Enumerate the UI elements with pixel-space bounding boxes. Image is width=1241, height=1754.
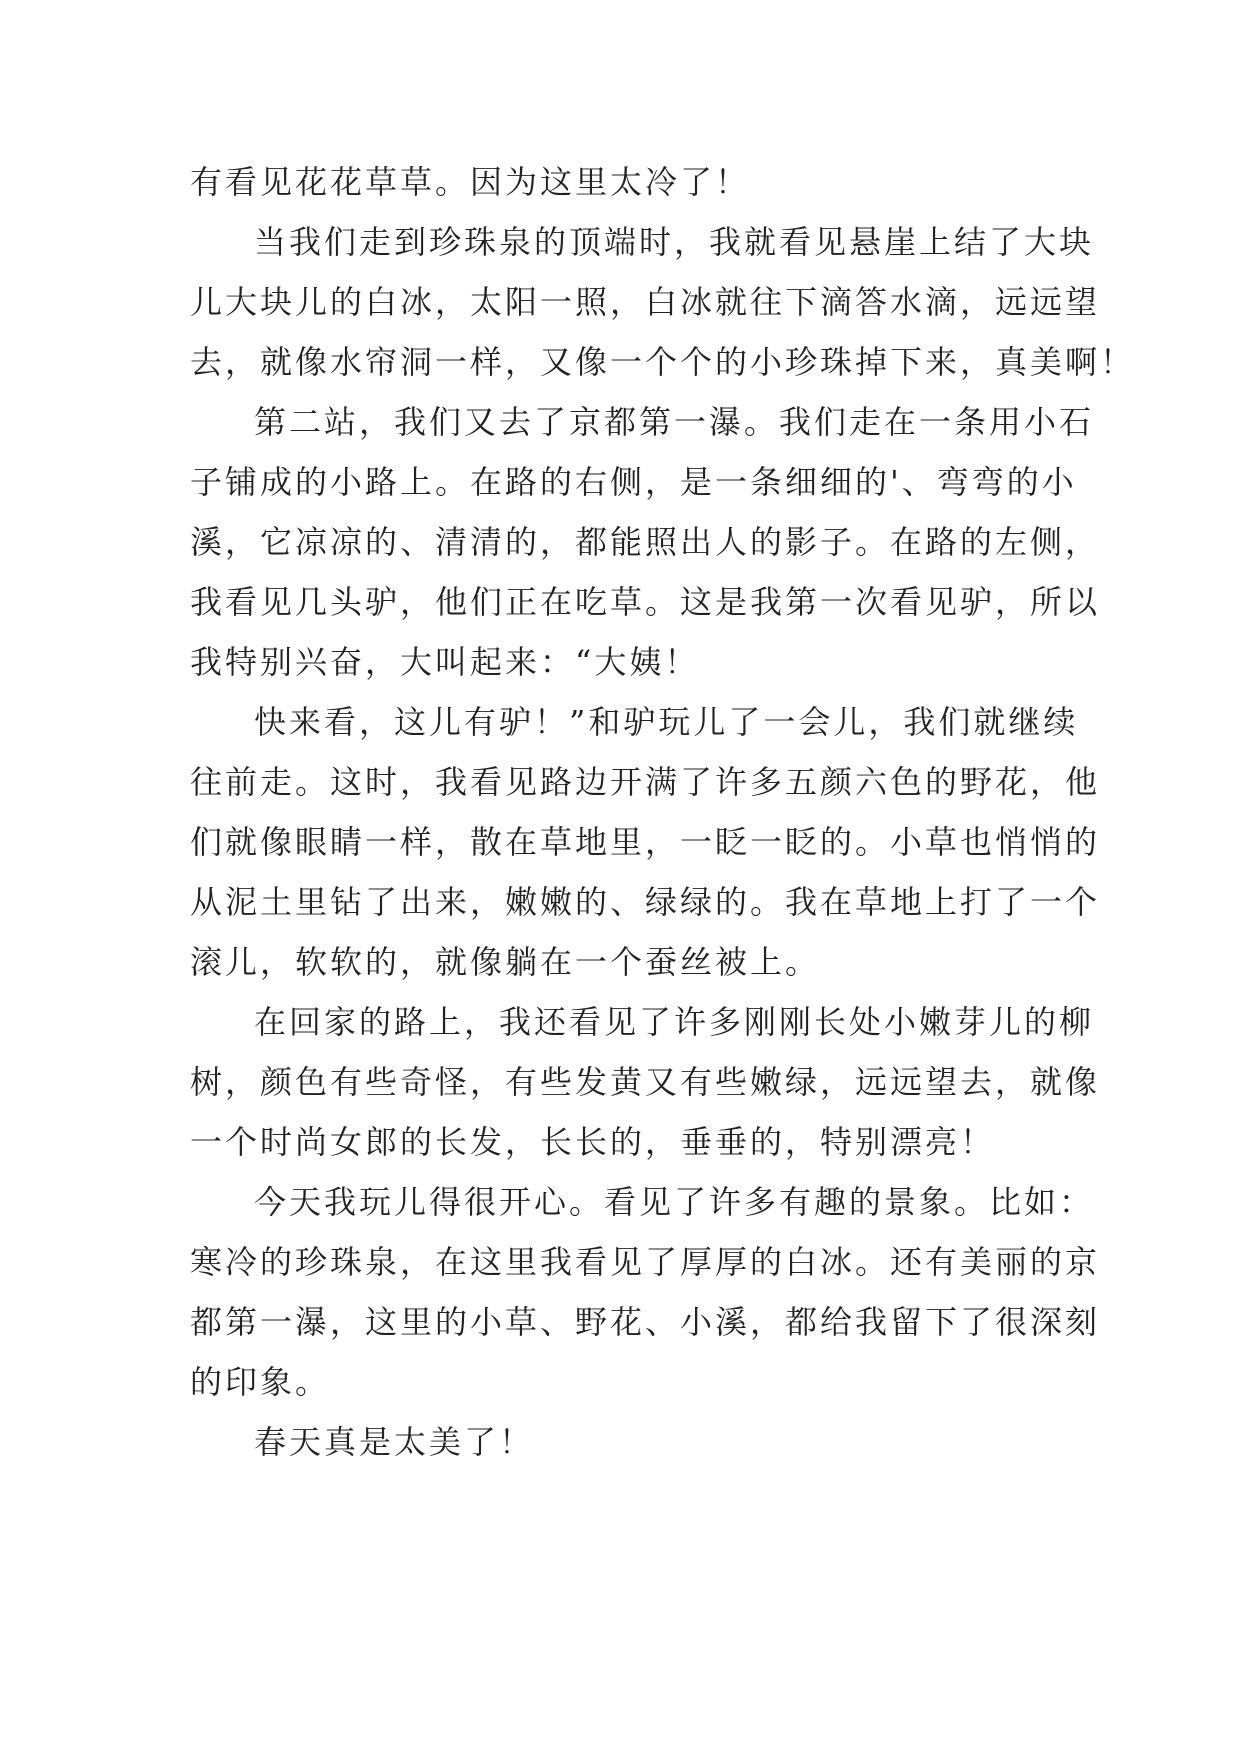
paragraph-first-line: 今天我玩儿得很开心。看见了许多有趣的景象。比如： — [254, 1183, 1095, 1221]
text-line: 儿大块儿的白冰，太阳一照，白冰就往下滴答水滴，远远望 — [190, 283, 1101, 321]
text-line: 从泥土里钻了出来，嫩嫩的、绿绿的。我在草地上打了一个 — [190, 883, 1101, 921]
text-line: 们就像眼睛一样，散在草地里，一眨一眨的。小草也悄悄的 — [190, 823, 1101, 861]
paragraph-first-line: 当我们走到珍珠泉的顶端时，我就看见悬崖上结了大块 — [254, 223, 1095, 261]
text-line: 我特别兴奋，大叫起来：“大姨！ — [190, 643, 700, 681]
paragraph-first-line: 快来看，这儿有驴！”和驴玩儿了一会儿，我们就继续 — [254, 703, 1079, 741]
text-line: 寒冷的珍珠泉，在这里我看见了厚厚的白冰。还有美丽的京 — [190, 1243, 1101, 1281]
text-line: 都第一瀑，这里的小草、野花、小溪，都给我留下了很深刻 — [190, 1303, 1101, 1341]
text-line: 我看见几头驴，他们正在吃草。这是我第一次看见驴，所以 — [190, 583, 1101, 621]
text-line: 往前走。这时，我看见路边开满了许多五颜六色的野花，他 — [190, 763, 1101, 801]
text-line: 去，就像水帘洞一样，又像一个个的小珍珠掉下来，真美啊！ — [190, 343, 1136, 381]
text-line: 的印象。 — [190, 1363, 331, 1401]
text-line: 有看见花花草草。因为这里太冷了！ — [190, 163, 751, 201]
text-line: 子铺成的小路上。在路的右侧，是一条细细的'、弯弯的小 — [190, 463, 1077, 501]
paragraph-first-line: 在回家的路上，我还看见了许多刚刚长处小嫩芽儿的柳 — [254, 1003, 1095, 1041]
text-line: 树，颜色有些奇怪，有些发黄又有些嫩绿，远远望去，就像 — [190, 1063, 1101, 1101]
text-line: 一个时尚女郎的长发，长长的，垂垂的，特别漂亮！ — [190, 1123, 996, 1161]
text-line: 溪，它凉凉的、清清的，都能照出人的影子。在路的左侧， — [190, 523, 1101, 561]
paragraph-first-line: 第二站，我们又去了京都第一瀑。我们走在一条用小石 — [254, 403, 1095, 441]
text-line: 滚儿，软软的，就像躺在一个蚕丝被上。 — [190, 943, 821, 981]
paragraph-first-line: 春天真是太美了！ — [254, 1423, 535, 1461]
essay-body — [190, 152, 1136, 1472]
